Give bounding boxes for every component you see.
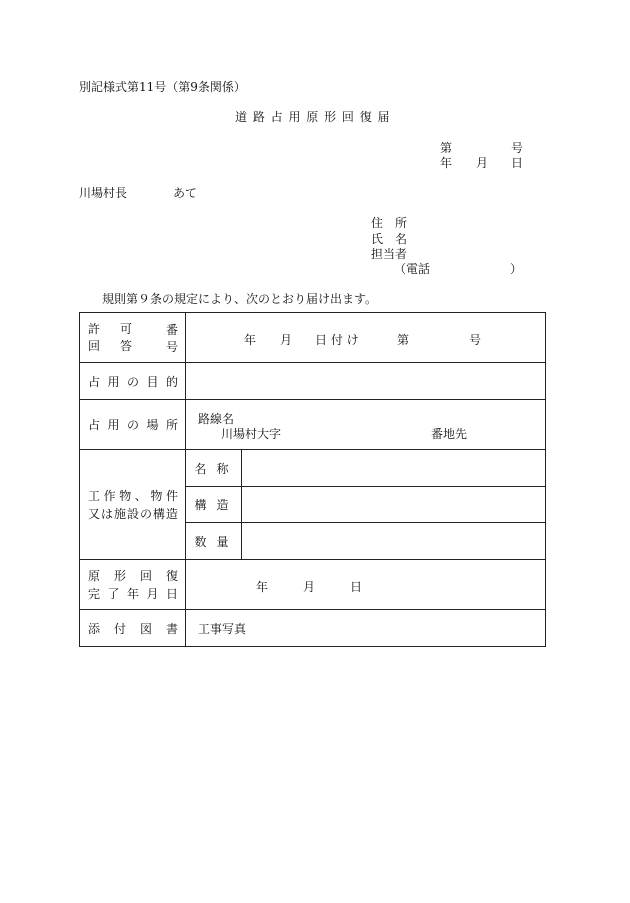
location-label-char: 用 bbox=[107, 418, 120, 432]
purpose-label-cell bbox=[80, 363, 186, 400]
structure-label-cell bbox=[80, 450, 186, 560]
form-number: 別記様式第11号（第9条関係） bbox=[79, 80, 246, 94]
structure-label-char: 、 bbox=[134, 488, 147, 503]
addressee-suffix: あて bbox=[173, 186, 198, 200]
structure-label-char: 又 bbox=[88, 506, 101, 521]
purpose-label-char: 用 bbox=[107, 374, 120, 389]
answer-label-char: 答 bbox=[119, 338, 132, 353]
name-label: 氏 名 bbox=[371, 232, 408, 246]
completion-label-cell bbox=[80, 560, 186, 610]
structure-label-char: は bbox=[100, 506, 113, 521]
permit-label-char: 許 bbox=[88, 321, 101, 336]
date-month: 月 bbox=[476, 156, 489, 170]
purpose-label-char: 目 bbox=[146, 374, 159, 389]
completion-month: 月 bbox=[303, 579, 316, 594]
location-label-char: 場 bbox=[146, 418, 159, 432]
completion-year: 年 bbox=[256, 579, 269, 594]
attachment-label-cell bbox=[80, 610, 186, 647]
completion-value-cell[interactable] bbox=[186, 560, 546, 610]
banchi-text: 番地先 bbox=[431, 426, 468, 441]
attachment-label-char: 図 bbox=[139, 621, 152, 636]
row-purpose bbox=[80, 363, 546, 400]
structure-quantity-value[interactable] bbox=[242, 523, 546, 560]
completion-label-char: 年 bbox=[126, 586, 139, 601]
completion-label-char: 了 bbox=[107, 586, 120, 601]
purpose-label-char: の bbox=[126, 374, 139, 389]
completion-label-char: 日 bbox=[165, 586, 178, 601]
completion-label-char: 原 bbox=[88, 568, 101, 583]
permit-number-label: 番 号 bbox=[165, 322, 207, 354]
structure-label-char: の bbox=[139, 506, 152, 521]
permit-go: 号 bbox=[469, 332, 482, 347]
purpose-label-char: 的 bbox=[165, 374, 178, 389]
completion-label-char: 完 bbox=[88, 586, 101, 601]
attachment-label-char: 書 bbox=[165, 621, 178, 636]
page-title: 道 路 占 用 原 形 回 復 届 bbox=[235, 110, 391, 124]
purpose-value-cell[interactable] bbox=[186, 363, 546, 400]
completion-label-char: 回 bbox=[139, 568, 152, 583]
sub-name-label: 名称 bbox=[186, 450, 242, 487]
structure-label-char: 施 bbox=[113, 506, 126, 521]
attachment-label-char: 添 bbox=[88, 621, 101, 636]
structure-label-char: 物 bbox=[150, 488, 163, 503]
structure-label-char: 設 bbox=[126, 506, 139, 521]
person-label: 担当者 bbox=[371, 247, 408, 261]
permit-year: 年 bbox=[244, 332, 257, 347]
intro-text: 規則第９条の規定により、次のとおり届け出ます。 bbox=[102, 292, 378, 306]
permit-label-cell bbox=[80, 313, 207, 363]
permit-label-char: 可 bbox=[119, 321, 132, 336]
completion-label-char: 月 bbox=[146, 586, 159, 601]
structure-structure-value[interactable] bbox=[242, 487, 546, 523]
row-permit-number bbox=[80, 313, 546, 363]
completion-label-char: 形 bbox=[113, 568, 126, 583]
location-label-char: 占 bbox=[88, 418, 101, 432]
phone-open: （電話 bbox=[394, 262, 431, 276]
completion-day: 日 bbox=[350, 579, 363, 594]
location-label-char: の bbox=[126, 418, 139, 432]
notification-table bbox=[79, 312, 546, 647]
attachment-value: 工事写真 bbox=[198, 621, 247, 636]
row-structure-name bbox=[80, 450, 546, 487]
sub-structure-label: 構造 bbox=[186, 487, 242, 523]
location-value-cell[interactable] bbox=[186, 400, 546, 450]
attachment-value-cell[interactable] bbox=[186, 610, 546, 647]
permit-value-cell[interactable] bbox=[186, 313, 546, 363]
permit-dai: 第 bbox=[397, 332, 410, 347]
route-label: 路線名 bbox=[198, 411, 235, 426]
phone-close: ） bbox=[510, 262, 523, 276]
permit-dated: 日 付 け bbox=[315, 332, 359, 347]
date-day: 日 bbox=[511, 156, 524, 170]
structure-label-char: 工 bbox=[88, 488, 101, 503]
structure-label-char: 物 bbox=[119, 488, 132, 503]
completion-label-char: 復 bbox=[165, 568, 178, 583]
address-label: 住 所 bbox=[371, 216, 408, 230]
addressee-name: 川場村長 bbox=[79, 186, 128, 200]
structure-label-char: 件 bbox=[165, 488, 178, 503]
structure-label-char: 構 bbox=[152, 506, 165, 521]
location-label-char: 所 bbox=[165, 418, 178, 432]
structure-label-char: 造 bbox=[165, 506, 178, 521]
structure-name-value[interactable] bbox=[242, 450, 546, 487]
answer-label-char: 回 bbox=[88, 338, 101, 353]
sub-quantity-label: 数量 bbox=[186, 523, 242, 560]
date-year: 年 bbox=[440, 156, 453, 170]
purpose-label-char: 占 bbox=[88, 374, 101, 389]
permit-month: 月 bbox=[280, 332, 293, 347]
row-location bbox=[80, 400, 546, 450]
attachment-label-char: 付 bbox=[113, 621, 126, 636]
row-completion bbox=[80, 560, 546, 610]
structure-label-char: 作 bbox=[103, 488, 116, 503]
number-go: 号 bbox=[511, 141, 524, 155]
location-label-cell bbox=[80, 400, 186, 450]
row-attachment bbox=[80, 610, 546, 647]
number-dai: 第 bbox=[440, 141, 453, 155]
village-text: 川場村大字 bbox=[221, 426, 282, 441]
